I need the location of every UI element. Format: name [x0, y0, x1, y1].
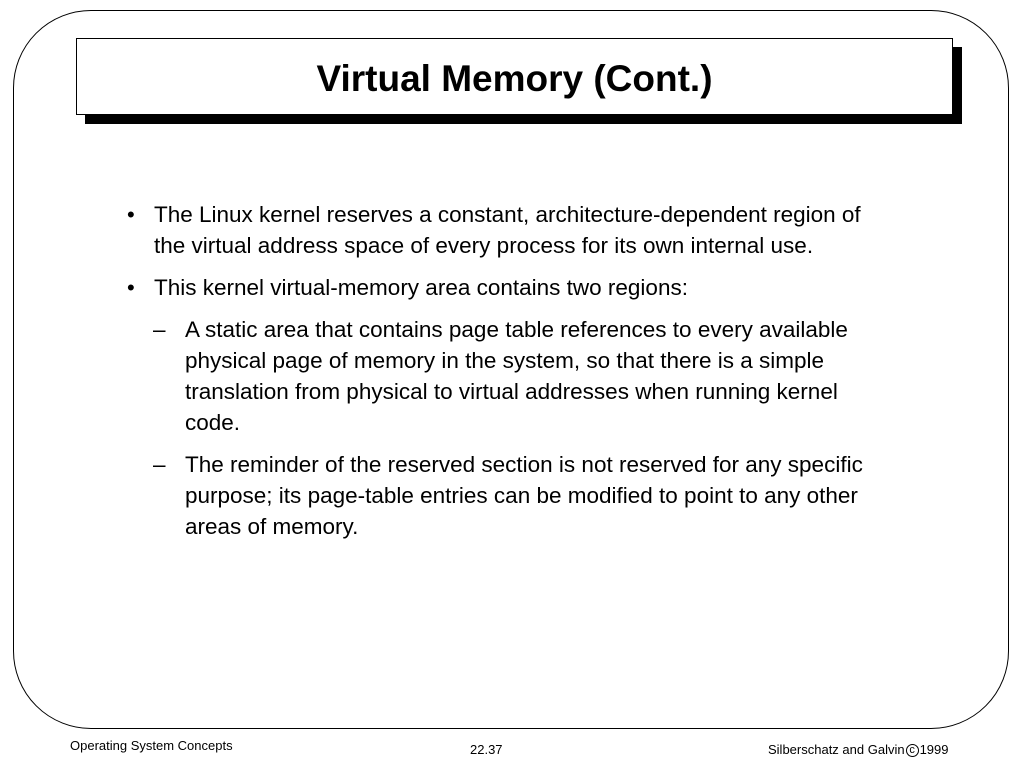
- footer-authors: Silberschatz and Galvin: [768, 742, 905, 757]
- sub-bullet-list: [127, 314, 887, 542]
- dash-marker: –: [153, 452, 166, 477]
- bullet-marker: •: [127, 202, 135, 227]
- sub-bullet-text: A static area that contains page table references to every available physical page of memory in the system, so that there is a simple translation from physical to virtual addresses when running kernel code.: [185, 317, 848, 435]
- sub-bullet-text: The reminder of the reserved section is not reserved for any specific purpose; its page-table entries can be modified to point to any other areas of memory.: [185, 452, 863, 539]
- dash-marker: –: [153, 317, 166, 342]
- footer-copyright: [768, 742, 949, 757]
- footer-page-number: 22.37: [470, 742, 503, 757]
- footer-course-title: Operating System Concepts: [70, 738, 233, 753]
- copyright-icon: c: [906, 744, 919, 757]
- sub-bullet-item: [127, 449, 887, 542]
- bullet-text: This kernel virtual-memory area contains two regions:: [154, 275, 688, 300]
- bullet-item: [127, 272, 887, 303]
- bullet-item: [127, 199, 887, 261]
- footer-year: 1999: [919, 742, 949, 757]
- sub-bullet-item: [127, 314, 887, 438]
- bullet-text: The Linux kernel reserves a constant, architecture-dependent region of the virtual address space of every process for its own internal use.: [154, 202, 861, 258]
- title-box: [76, 38, 953, 115]
- slide-content: [127, 199, 887, 553]
- slide-title: Virtual Memory (Cont.): [316, 57, 713, 99]
- bullet-marker: •: [127, 275, 135, 300]
